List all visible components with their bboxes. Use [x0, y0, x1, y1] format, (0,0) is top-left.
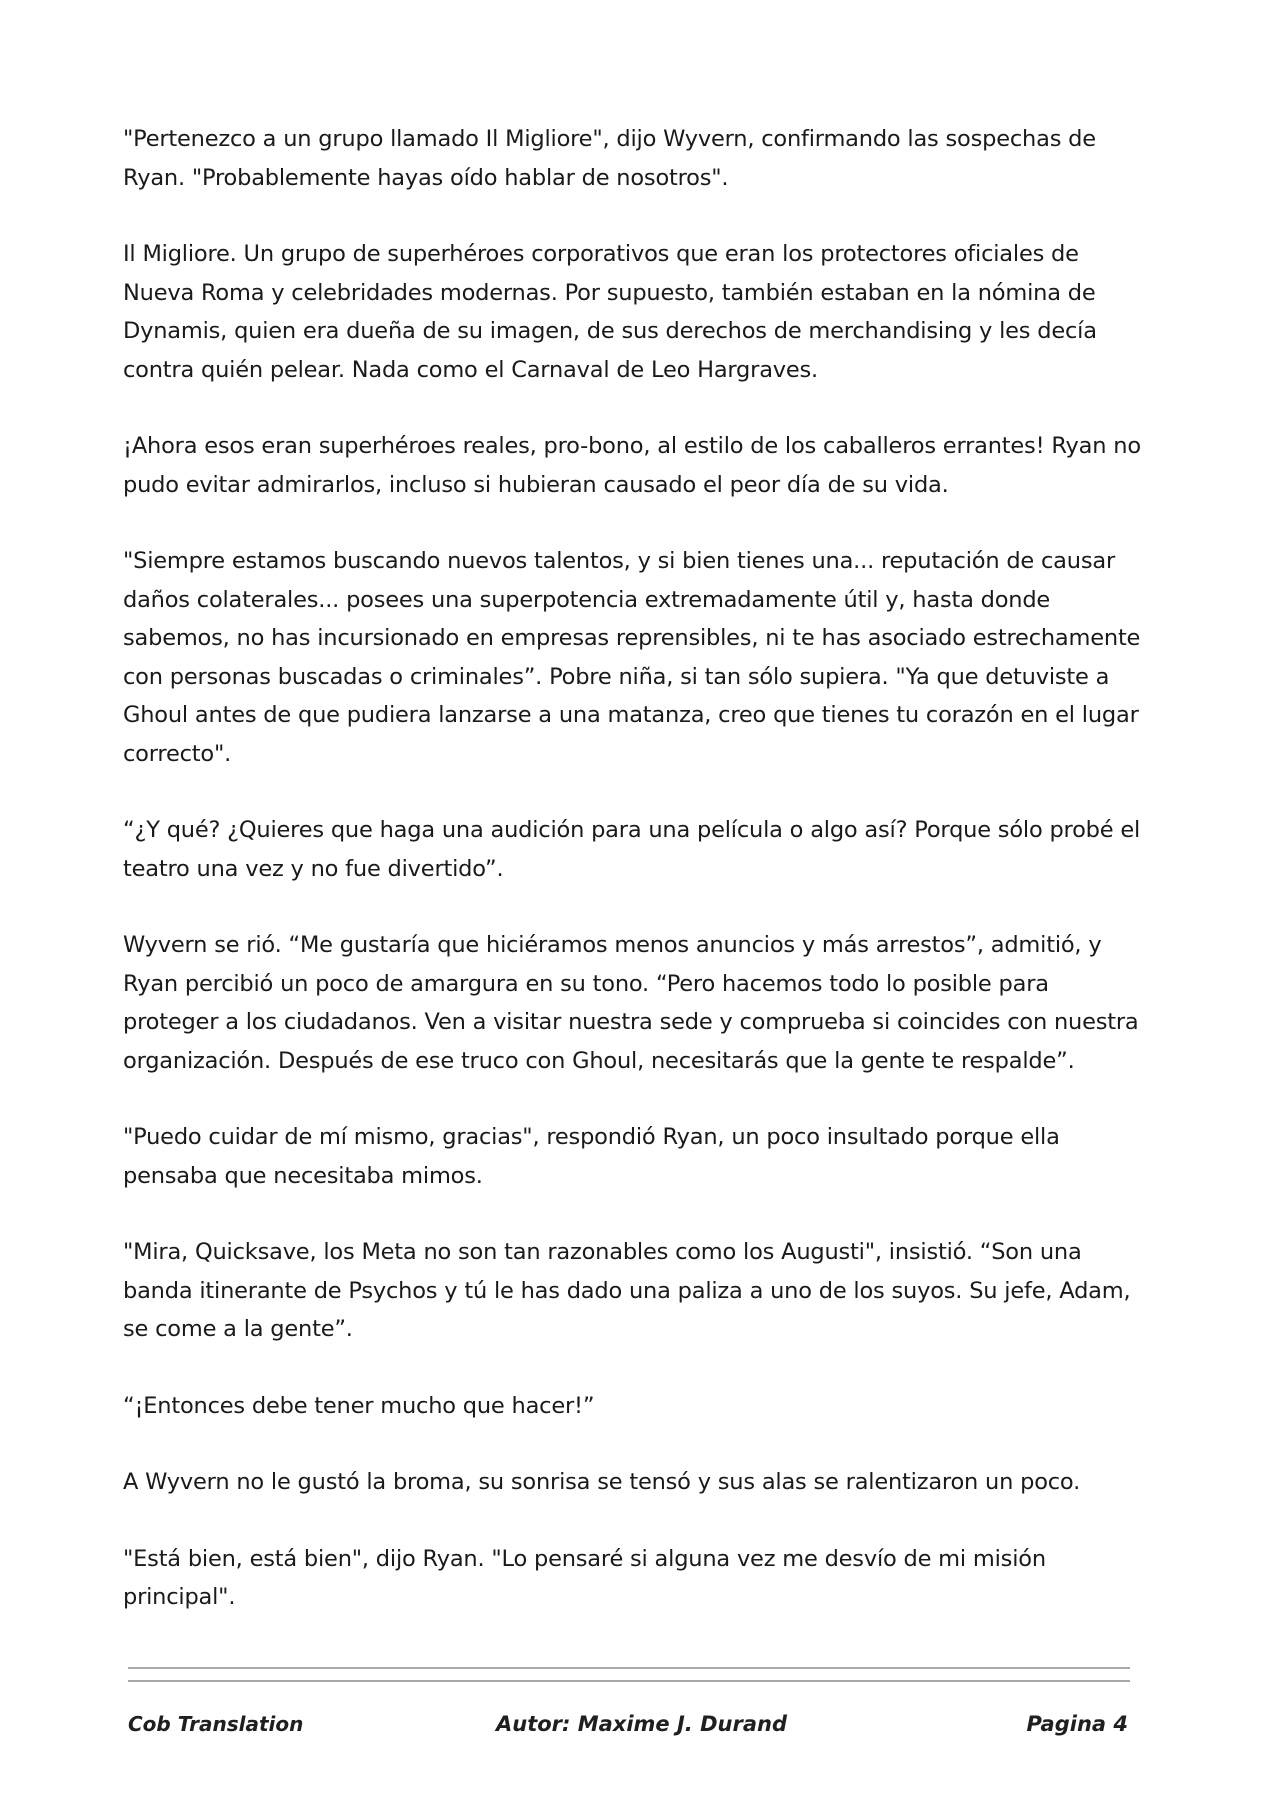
paragraph: Wyvern se rió. “Me gustaría que hiciéramos menos anuncios y más arrestos”, admitió, y Ryan percibió un poco de amargura en su tono. “Pero hacemos todo lo posible para proteger a los ciudadanos. Ven a visitar nuestra sede y comprueba si coincides con nuestra organización. Después de ese truco con Ghoul, necesitarás que la gente te respalde”. [123, 932, 1139, 1074]
paragraph: ¡Ahora esos eran superhéroes reales, pro-bono, al estilo de los caballeros errantes! Ryan no pudo evitar admirarlos, incluso si hubieran causado el peor día de su vida. [123, 433, 1141, 498]
paragraph: “¡Entonces debe tener mucho que hacer!” [123, 1392, 595, 1419]
page-footer [128, 1712, 1128, 1746]
paragraph: A Wyvern no le gustó la broma, su sonrisa se tensó y sus alas se ralentizaron un poco. [123, 1469, 1081, 1495]
paragraph: "Mira, Quicksave, los Meta no son tan razonables como los Augusti", insistió. “Son una banda itinerante de Psychos y tú le has dado una paliza a uno de los suyos. Su jefe, Adam, se come a la gente”. [123, 1239, 1131, 1342]
footer-translator: Cob Translation [128, 1712, 304, 1736]
paragraph: “¿Y qué? ¿Quieres que haga una audición para una película o algo así? Porque sólo probé el teatro una vez y no fue divertido”. [123, 817, 1141, 882]
divider-line-bottom [128, 1680, 1130, 1682]
paragraph: Il Migliore. Un grupo de superhéroes corporativos que eran los protectores oficiales de Nueva Roma y celebridades modernas. Por supuesto, también estaban en la nómina de Dynamis, quien era dueña de su imagen, de sus derechos de merchandising y les decía contra quién pelear. Nada como el Carnaval de Leo Hargraves. [123, 241, 1097, 383]
body-text [123, 120, 1143, 1655]
paragraph: "Pertenezco a un grupo llamado Il Migliore", dijo Wyvern, confirmando las sospechas de Ryan. "Probablemente hayas oído hablar de nosotros". [123, 126, 1096, 191]
footer-author: Autor: Maxime J. Durand [496, 1712, 787, 1736]
paragraph: "Está bien, está bien", dijo Ryan. "Lo pensaré si alguna vez me desvío de mi misión principal". [123, 1545, 1046, 1610]
divider-line-top [128, 1667, 1130, 1669]
footer-page-number: Pagina 4 [1026, 1712, 1128, 1736]
paragraph: "Siempre estamos buscando nuevos talentos, y si bien tienes una... reputación de causar daños colaterales... posees una superpotencia extremadamente útil y, hasta donde sabemos, no has incursionado en empresas reprensibles, ni te has asociado estrechamente con personas buscadas o criminales”. Pobre niña, si tan sólo supiera. "Ya que detuviste a Ghoul antes de que pudiera lanzarse a una matanza, creo que tienes tu corazón en el lugar correcto". [123, 548, 1141, 767]
footer-divider [128, 1667, 1130, 1693]
paragraph: "Puedo cuidar de mí mismo, gracias", respondió Ryan, un poco insultado porque ella pensaba que necesitaba mimos. [123, 1124, 1060, 1189]
